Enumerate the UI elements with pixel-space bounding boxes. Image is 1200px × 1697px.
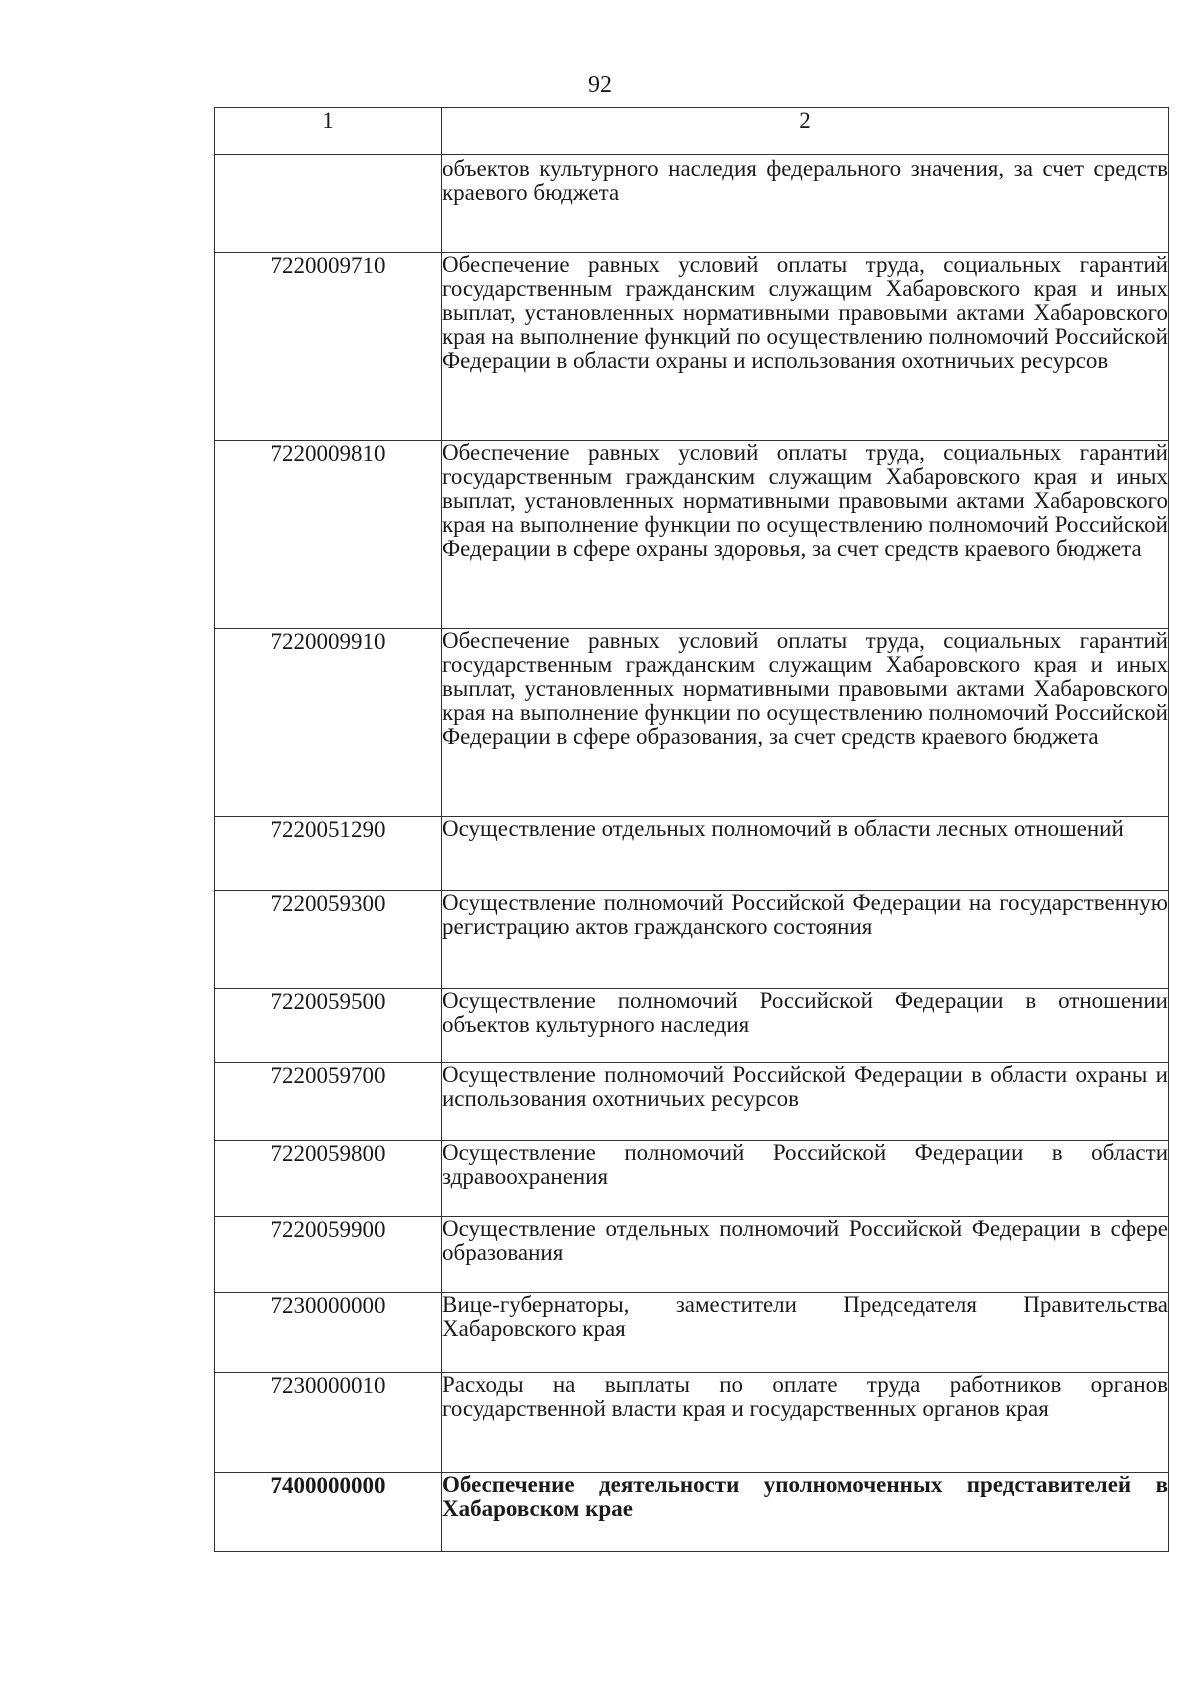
table-row bbox=[215, 1141, 1169, 1217]
column-header-code: 1 bbox=[215, 108, 442, 155]
row-code: 7220009710 bbox=[215, 253, 442, 441]
table-row bbox=[215, 629, 1169, 817]
row-description: Осуществление полномочий Российской Федерации на государственную регистрацию актов гражданского состояния bbox=[442, 891, 1169, 989]
table-row bbox=[215, 989, 1169, 1063]
table-row bbox=[215, 891, 1169, 989]
row-description: Осуществление полномочий Российской Федерации в области охраны и использования охотничьих ресурсов bbox=[442, 1063, 1169, 1141]
row-code: 7220059800 bbox=[215, 1141, 442, 1217]
table-row bbox=[215, 1473, 1169, 1552]
row-code: 7220059700 bbox=[215, 1063, 442, 1141]
row-code: 7230000010 bbox=[215, 1373, 442, 1473]
row-code: 7220059500 bbox=[215, 989, 442, 1063]
table-row bbox=[215, 1373, 1169, 1473]
table-row bbox=[215, 1293, 1169, 1373]
row-description: Осуществление отдельных полномочий в области лесных отношений bbox=[442, 817, 1169, 891]
budget-code-table bbox=[214, 107, 1169, 1552]
table-header-row bbox=[215, 108, 1169, 155]
row-description: Осуществление полномочий Российской Федерации в отношении объектов культурного наследия bbox=[442, 989, 1169, 1063]
row-code: 7220059300 bbox=[215, 891, 442, 989]
table-row bbox=[215, 155, 1169, 253]
table-row bbox=[215, 1063, 1169, 1141]
column-header-description: 2 bbox=[442, 108, 1169, 155]
row-description: Расходы на выплаты по оплате труда работников органов государственной власти края и государственных органов края bbox=[442, 1373, 1169, 1473]
row-code: 7220009810 bbox=[215, 441, 442, 629]
table-row bbox=[215, 441, 1169, 629]
row-description: Обеспечение равных условий оплаты труда, социальных гарантий государственным гражданским служащим Хабаровского края и иных выплат, установленных нормативными правовыми актами Хабаровского края на выполнение функции по осуществлению полномочий Российской Федерации в сфере охраны здоровья, за счет средств краевого бюджета bbox=[442, 441, 1169, 629]
row-code: 7220009910 bbox=[215, 629, 442, 817]
row-code: 7220051290 bbox=[215, 817, 442, 891]
row-code: 7230000000 bbox=[215, 1293, 442, 1373]
table-row bbox=[215, 1217, 1169, 1293]
row-description: Обеспечение равных условий оплаты труда, социальных гарантий государственным гражданским служащим Хабаровского края и иных выплат, установленных нормативными правовыми актами Хабаровского края на выполнение функций по осуществлению полномочий Российской Федерации в области охраны и использования охотничьих ресурсов bbox=[442, 253, 1169, 441]
row-code: 7400000000 bbox=[215, 1473, 442, 1552]
row-description: Обеспечение деятельности уполномоченных представителей в Хабаровском крае bbox=[442, 1473, 1169, 1552]
table-row bbox=[215, 817, 1169, 891]
row-description: объектов культурного наследия федерального значения, за счет средств краевого бюджета bbox=[442, 155, 1169, 253]
row-description: Обеспечение равных условий оплаты труда, социальных гарантий государственным гражданским служащим Хабаровского края и иных выплат, установленных нормативными правовыми актами Хабаровского края на выполнение функции по осуществлению полномочий Российской Федерации в сфере образования, за счет средств краевого бюджета bbox=[442, 629, 1169, 817]
row-description: Осуществление отдельных полномочий Российской Федерации в сфере образования bbox=[442, 1217, 1169, 1293]
page-number: 92 bbox=[588, 72, 612, 98]
row-description: Вице-губернаторы, заместители Председателя Правительства Хабаровского края bbox=[442, 1293, 1169, 1373]
row-code bbox=[215, 155, 442, 253]
table-row bbox=[215, 253, 1169, 441]
row-description: Осуществление полномочий Российской Федерации в области здравоохранения bbox=[442, 1141, 1169, 1217]
row-code: 7220059900 bbox=[215, 1217, 442, 1293]
